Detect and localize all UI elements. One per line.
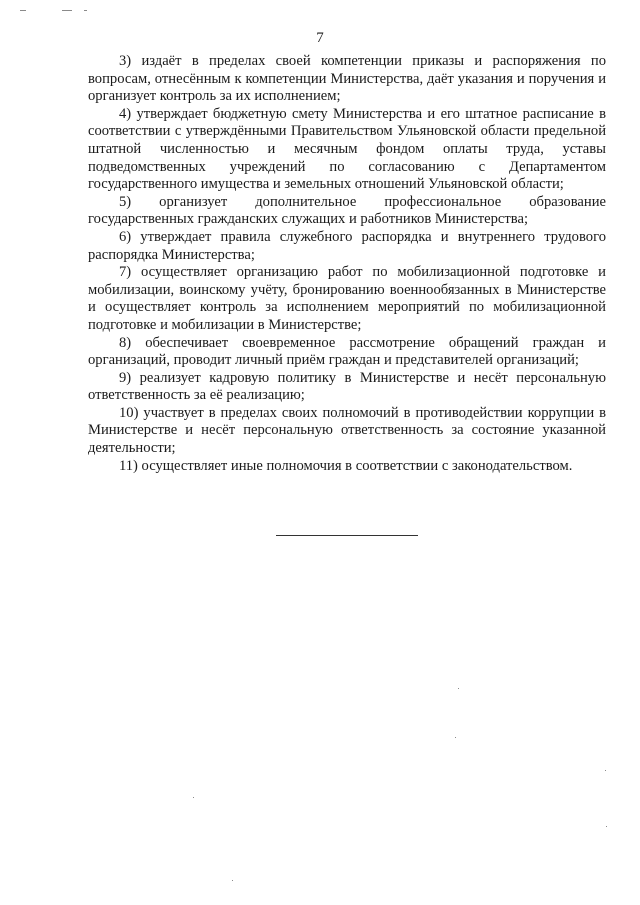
scan-speck: [193, 797, 194, 798]
scan-speck: [232, 880, 233, 881]
page-number: 7: [316, 30, 324, 46]
scan-speck: [62, 10, 72, 11]
scan-speck: [458, 688, 459, 689]
scan-speck: [455, 737, 456, 738]
scan-speck: [605, 770, 606, 771]
paragraph-item-4: 4) утверждает бюджетную смету Министерства и его штатное расписание в соответствии с утверждёнными Правительством Ульяновской области предельной штатной численностью и месячным фондом оплаты труда, уставы подведомственных учреждений по согласованию с Департаментом государственного имущества и земельных отношений Ульяновской области;: [88, 105, 606, 193]
paragraph-item-10: 10) участвует в пределах своих полномочий в противодействии коррупции в Министерстве и несёт персональную ответственность за состояние указанной деятельности;: [88, 404, 606, 457]
paragraph-item-3: 3) издаёт в пределах своей компетенции приказы и распоряжения по вопросам, отнесённым к компетенции Министерства, даёт указания и поручения и организует контроль за их исполнением;: [88, 53, 606, 105]
paragraph-item-8: 8) обеспечивает своевременное рассмотрение обращений граждан и организаций, проводит личный приём граждан и представителей организаций;: [88, 334, 606, 369]
end-divider-line: [276, 535, 418, 536]
document-body: [88, 53, 606, 475]
scan-speck: [20, 10, 26, 11]
paragraph-item-11: 11) осуществляет иные полномочия в соответствии с законодательством.: [119, 457, 573, 474]
paragraph-item-7: 7) осуществляет организацию работ по мобилизационной подготовке и мобилизации, воинскому учёту, бронированию военнообязанных в Министерстве и осуществляет контроль за исполнением мероприятий по мобилизационной подготовке и мобилизации в Министерстве;: [88, 264, 606, 333]
paragraph-item-5: 5) организует дополнительное профессиональное образование государственных гражданских служащих и работников Министерства;: [88, 193, 606, 228]
paragraph-item-6: 6) утверждает правила служебного распорядка и внутреннего трудового распорядка Министерства;: [88, 228, 606, 263]
scan-speck: [606, 826, 607, 827]
paragraph-item-9: 9) реализует кадровую политику в Министерстве и несёт персональную ответственность за её реализацию;: [88, 369, 606, 404]
scan-speck: [84, 10, 87, 11]
